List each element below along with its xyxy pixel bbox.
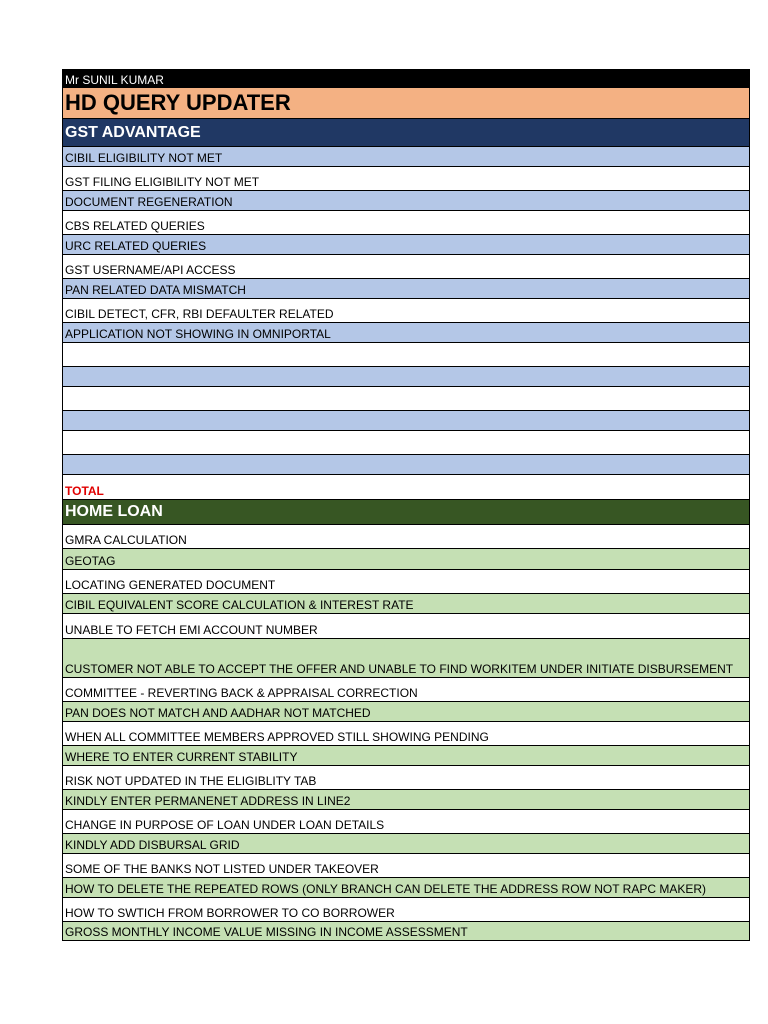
home-loan-query-row: RISK NOT UPDATED IN THE ELIGIBLITY TAB	[63, 766, 749, 790]
home-loan-query-row: GMRA CALCULATION	[63, 525, 749, 549]
gst-query-row	[63, 431, 749, 455]
owner-name: Mr SUNIL KUMAR	[63, 69, 749, 88]
gst-query-row: DOCUMENT REGENERATION	[63, 191, 749, 211]
gst-query-row: CIBIL ELIGIBILITY NOT MET	[63, 147, 749, 167]
home-loan-query-row: HOW TO SWTICH FROM BORROWER TO CO BORROWER	[63, 898, 749, 922]
gst-query-row: GST USERNAME/API ACCESS	[63, 255, 749, 279]
query-sheet	[62, 69, 750, 941]
home-loan-query-row: CUSTOMER NOT ABLE TO ACCEPT THE OFFER AND UNABLE TO FIND WORKITEM UNDER INITIATE DISBURSEMENT	[63, 639, 749, 678]
page-title: HD QUERY UPDATER	[63, 88, 749, 119]
gst-query-row: GST FILING ELIGIBILITY NOT MET	[63, 167, 749, 191]
home-loan-query-row: CIBIL EQUIVALENT SCORE CALCULATION & INTEREST RATE	[63, 594, 749, 614]
gst-query-row	[63, 367, 749, 387]
gst-query-row	[63, 387, 749, 411]
home-loan-query-row: GEOTAG	[63, 549, 749, 570]
home-loan-query-row: LOCATING GENERATED DOCUMENT	[63, 570, 749, 594]
home-loan-query-row: KINDLY ENTER PERMANENET ADDRESS IN LINE2	[63, 790, 749, 810]
home-loan-query-row: WHERE TO ENTER CURRENT STABILITY	[63, 746, 749, 766]
gst-query-row: CIBIL DETECT, CFR, RBI DEFAULTER RELATED	[63, 299, 749, 323]
section-title-gst: GST ADVANTAGE	[63, 119, 749, 147]
home-loan-query-row: SOME OF THE BANKS NOT LISTED UNDER TAKEOVER	[63, 854, 749, 878]
gst-query-row	[63, 455, 749, 475]
gst-query-row	[63, 411, 749, 431]
section-title-home-loan: HOME LOAN	[63, 500, 749, 525]
home-loan-query-row: GROSS MONTHLY INCOME VALUE MISSING IN INCOME ASSESSMENT	[63, 922, 749, 941]
home-loan-query-row: WHEN ALL COMMITTEE MEMBERS APPROVED STILL SHOWING PENDING	[63, 722, 749, 746]
home-loan-query-row: PAN DOES NOT MATCH AND AADHAR NOT MATCHED	[63, 702, 749, 722]
home-loan-query-row: HOW TO DELETE THE REPEATED ROWS (ONLY BRANCH CAN DELETE THE ADDRESS ROW NOT RAPC MAKER)	[63, 878, 749, 898]
gst-query-row: PAN RELATED DATA MISMATCH	[63, 279, 749, 299]
gst-query-row	[63, 343, 749, 367]
home-loan-query-row: CHANGE IN PURPOSE OF LOAN UNDER LOAN DETAILS	[63, 810, 749, 834]
gst-query-row: URC RELATED QUERIES	[63, 235, 749, 255]
gst-total-label: TOTAL	[63, 475, 749, 500]
gst-query-row: CBS RELATED QUERIES	[63, 211, 749, 235]
gst-query-row: APPLICATION NOT SHOWING IN OMNIPORTAL	[63, 323, 749, 343]
home-loan-query-row: KINDLY ADD DISBURSAL GRID	[63, 834, 749, 854]
home-loan-query-row: UNABLE TO FETCH EMI ACCOUNT NUMBER	[63, 614, 749, 639]
home-loan-query-row: COMMITTEE - REVERTING BACK & APPRAISAL CORRECTION	[63, 678, 749, 702]
